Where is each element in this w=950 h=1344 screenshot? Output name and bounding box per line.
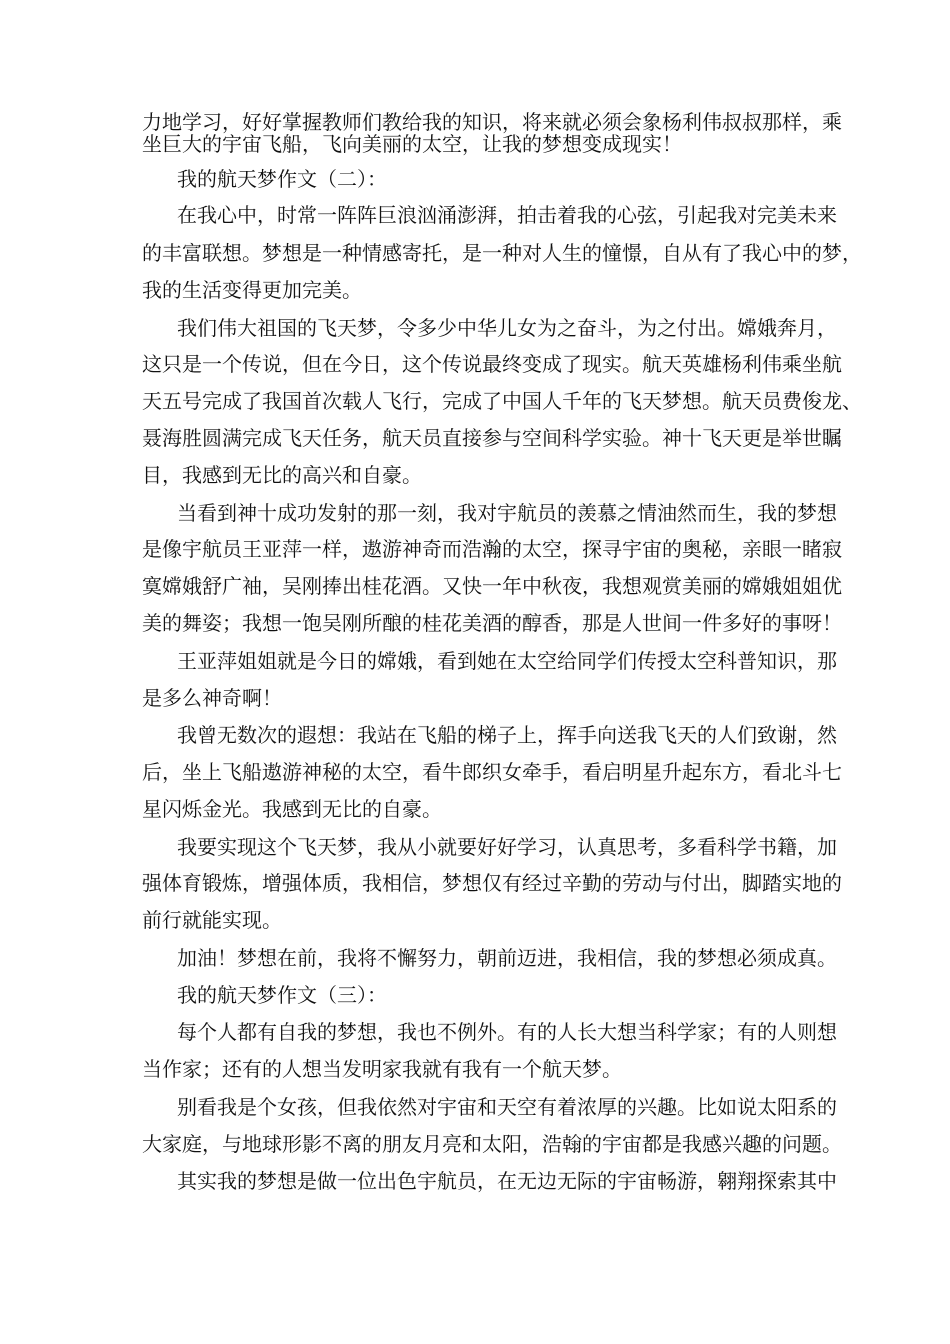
text-line: 寞嫦娥舒广袖，吴刚捧出桂花酒。又快一年中秋夜，我想观赏美丽的嫦娥姐姐优 — [142, 574, 842, 598]
text-line: 力地学习，好好掌握教师们教给我的知识，将来就必须会象杨利伟叔叔那样，乘 — [142, 110, 842, 134]
text-line: 其实我的梦想是做一位出色宇航员，在无边无际的宇宙畅游，翱翔探索其中 — [177, 1169, 837, 1193]
text-line: 目，我感到无比的高兴和自豪。 — [142, 463, 422, 487]
section-heading: 我的航天梦作文（二）： — [177, 167, 387, 191]
text-line: 的丰富联想。梦想是一种情感寄托，是一种对人生的憧憬，自从有了我心中的梦， — [142, 241, 862, 265]
text-line: 每个人都有自我的梦想，我也不例外。有的人长大想当科学家；有的人则想 — [177, 1020, 837, 1044]
text-line: 坐巨大的宇宙飞船，飞向美丽的太空，让我的梦想变成现实！ — [142, 132, 682, 156]
text-line: 天五号完成了我国首次载人飞行，完成了中国人千年的飞天梦想。航天员费俊龙、 — [142, 389, 862, 413]
text-line: 王亚萍姐姐就是今日的嫦娥，看到她在太空给同学们传授太空科普知识，那 — [177, 649, 837, 673]
section-heading: 我的航天梦作文（三）： — [177, 983, 387, 1007]
text-line: 这只是一个传说，但在今日，这个传说最终变成了现实。航天英雄杨利伟乘坐航 — [142, 352, 842, 376]
text-line: 强体育锻炼，增强体质，我相信，梦想仅有经过辛勤的劳动与付出，脚踏实地的 — [142, 871, 842, 895]
text-line: 当作家；还有的人想当发明家我就有我有一个航天梦。 — [142, 1057, 622, 1081]
text-line: 前行就能实现。 — [142, 908, 282, 932]
text-line: 是像宇航员王亚萍一样，遨游神奇而浩瀚的太空，探寻宇宙的奥秘，亲眼一睹寂 — [142, 537, 842, 561]
text-line: 我曾无数次的遐想：我站在飞船的梯子上，挥手向送我飞天的人们致谢，然 — [177, 723, 837, 747]
text-line: 我要实现这个飞天梦，我从小就要好好学习，认真思考，多看科学书籍，加 — [177, 835, 837, 859]
text-line: 大家庭，与地球形影不离的朋友月亮和太阳，浩翰的宇宙都是我感兴趣的问题。 — [142, 1132, 842, 1156]
text-line: 我的生活变得更加完美。 — [142, 278, 362, 302]
text-line: 聂海胜圆满完成飞天任务，航天员直接参与空间科学实验。神十飞天更是举世瞩 — [142, 426, 842, 450]
text-line: 当看到神十成功发射的那一刻，我对宇航员的羡慕之情油然而生，我的梦想 — [177, 501, 837, 525]
text-line: 后，坐上飞船遨游神秘的太空，看牛郎织女牵手，看启明星升起东方，看北斗七 — [142, 760, 842, 784]
text-line: 在我心中，时常一阵阵巨浪汹涌澎湃，拍击着我的心弦，引起我对完美未来 — [177, 203, 837, 227]
text-line: 加油！梦想在前，我将不懈努力，朝前迈进，我相信，我的梦想必须成真。 — [177, 946, 837, 970]
text-line: 星闪烁金光。我感到无比的自豪。 — [142, 797, 442, 821]
text-line: 是多么神奇啊！ — [142, 686, 282, 710]
text-line: 我们伟大祖国的飞天梦，令多少中华儿女为之奋斗，为之付出。嫦娥奔月， — [177, 316, 837, 340]
text-line: 别看我是个女孩，但我依然对宇宙和天空有着浓厚的兴趣。比如说太阳系的 — [177, 1095, 837, 1119]
text-line: 美的舞姿；我想一饱吴刚所酿的桂花美酒的醇香，那是人世间一件多好的事呀！ — [142, 611, 842, 635]
